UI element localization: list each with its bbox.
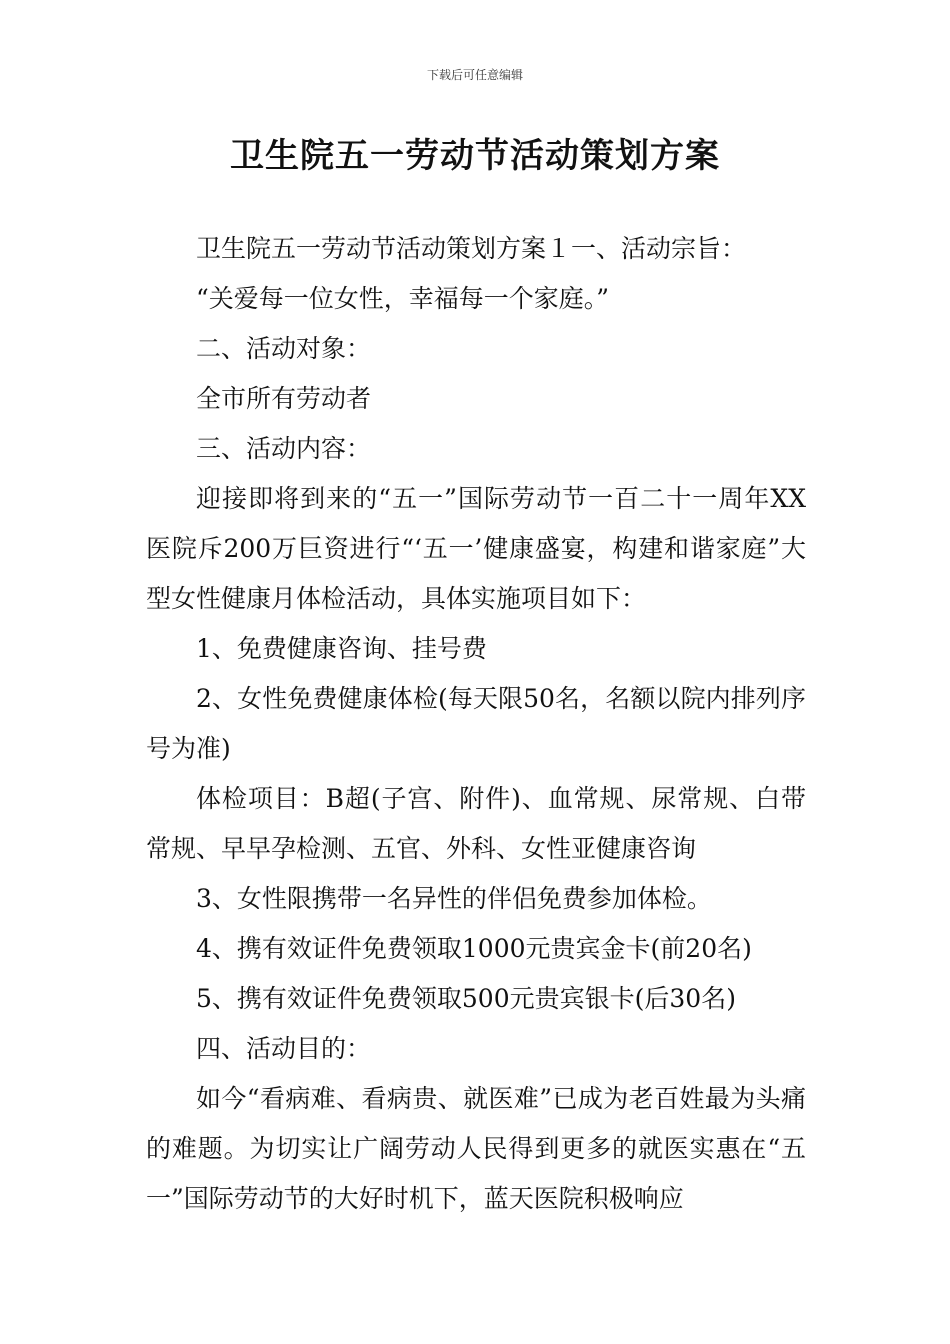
paragraph: 4、携有效证件免费领取1000元贵宾金卡(前20名) <box>196 934 752 963</box>
paragraph: 1、免费健康咨询、挂号费 <box>196 634 487 663</box>
header-note: 下载后可任意编辑 <box>426 68 523 82</box>
paragraph: 5、携有效证件免费领取500元贵宾银卡(后30名) <box>196 984 736 1013</box>
paragraph: 3、女性限携带一名异性的伴侣免费参加体检。 <box>196 884 712 913</box>
document-title: 卫生院五一劳动节活动策划方案 <box>230 136 720 176</box>
paragraph: 体检项目：B超(子宫、附件)、血常规、尿常规、白带常规、早早孕检测、五官、外科、女性亚健康咨询 <box>146 784 806 863</box>
paragraph: 四、活动目的： <box>196 1034 372 1063</box>
document-body <box>146 224 806 1224</box>
paragraph: “关爱每一位女性，幸福每一个家庭。” <box>196 284 610 313</box>
paragraph: 三、活动内容： <box>196 434 372 463</box>
paragraph: 卫生院五一劳动节活动策划方案１一、活动宗旨： <box>196 234 747 263</box>
paragraph: 2、女性免费健康体检(每天限50名，名额以院内排列序号为准) <box>146 684 806 763</box>
paragraph: 如今“看病难、看病贵、就医难”已成为老百姓最为头痛的难题。为切实让广阔劳动人民得到更多的就医实惠在“五一”国际劳动节的大好时机下，蓝天医院积极响应 <box>146 1084 806 1213</box>
paragraph: 迎接即将到来的“五一”国际劳动节一百二十一周年XX医院斥200万巨资进行“‘五一’健康盛宴，构建和谐家庭”大型女性健康月体检活动，具体实施项目如下： <box>146 484 806 613</box>
paragraph: 全市所有劳动者 <box>196 384 372 413</box>
paragraph: 二、活动对象： <box>196 334 372 363</box>
